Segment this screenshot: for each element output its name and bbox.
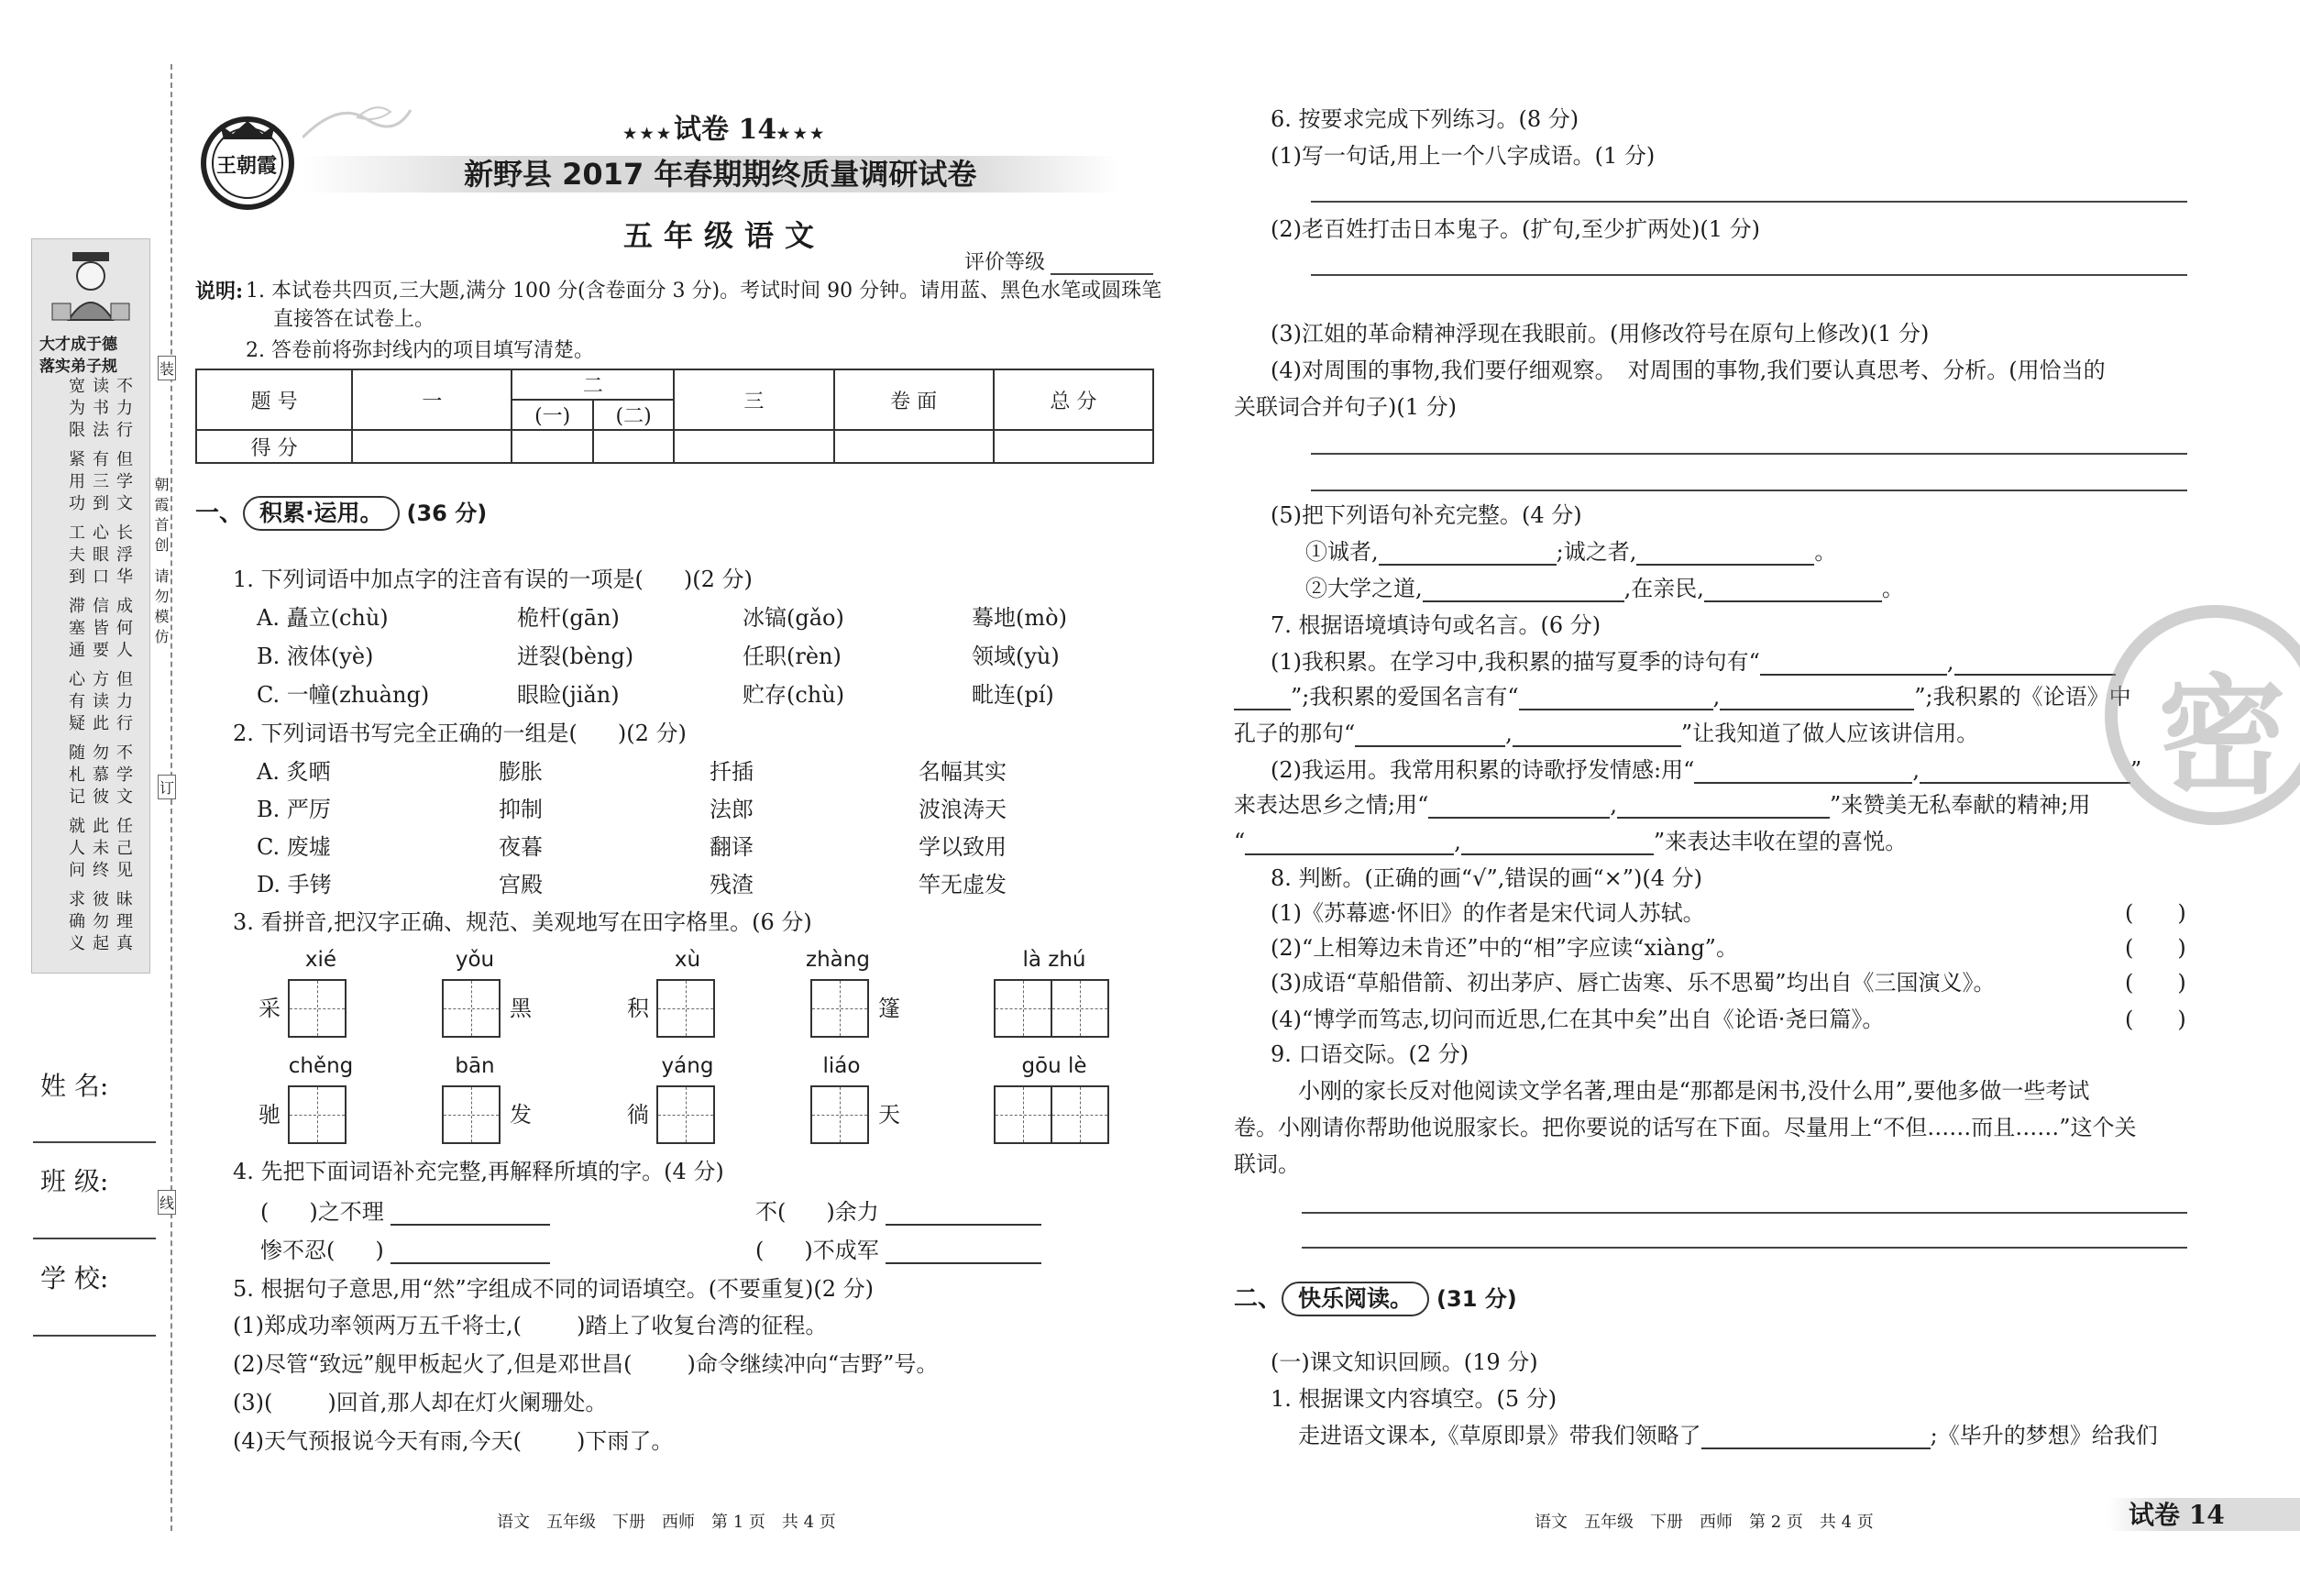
score-cell[interactable] [834, 430, 994, 463]
answer-line[interactable] [1311, 490, 2187, 491]
section2-title: 快乐阅读。 [1282, 1282, 1429, 1316]
score-table-head: 题 号 [196, 369, 352, 430]
tianzige-box[interactable] [656, 979, 713, 1038]
answer-blank[interactable] [1636, 540, 1814, 566]
q1-row-c-2: 眼睑(jiǎn) [517, 682, 620, 708]
q7-l2a: ”;我积累的爱国名言有“ [1291, 684, 1519, 710]
proverb-column: 任己见 [114, 817, 133, 883]
q6-s5: (5)把下列语句补充完整。(4 分) [1271, 502, 1582, 528]
q1-row-c-4: 毗连(pí) [972, 682, 1054, 708]
tianzige-box[interactable] [288, 1085, 345, 1144]
q8-item-4: (4)“博学而笃志,切问而近思,仁在其中矣”出自《论语·尧曰篇》。 [1271, 1007, 1885, 1032]
q6-s3: (3)江姐的革命精神浮现在我眼前。(用修改符号在原句上修改)(1 分) [1271, 321, 1930, 347]
q7-l2b: ”;我积累的《论语》中 [1914, 684, 2131, 710]
q1-row-a-3: 冰镐(gǎo) [743, 605, 844, 631]
q3-pinyin: gōu lè [1021, 1054, 1087, 1078]
answer-blank[interactable] [391, 1200, 550, 1226]
answer-blank[interactable] [1694, 758, 1912, 784]
proverb-column: 有三到 [90, 450, 109, 516]
exam-number: ★★★试卷 14★★★ [623, 114, 828, 146]
proverb-column: 心有疑 [66, 670, 85, 736]
instructions-line1b: 直接答在试卷上。 [273, 308, 435, 331]
q3-pinyin: zhàng [806, 948, 870, 972]
proverb-column: 心眼口 [90, 523, 109, 589]
q4-item-part: )之不理 [309, 1199, 384, 1225]
q8-judge-3[interactable]: ( ) [2125, 970, 2186, 996]
q5-s3 [233, 1390, 607, 1416]
answer-blank[interactable] [1704, 577, 1882, 602]
q3-pinyin: yáng [661, 1054, 714, 1078]
score-cell[interactable] [593, 430, 674, 463]
q8-stem: 8. 判断。(正确的画“√”,错误的画“×”)(4 分) [1271, 865, 1702, 891]
q2-a-3: 扦插 [710, 759, 754, 785]
section2-q1a: 走进语文课本,《草原即景》带我们领略了 [1298, 1423, 1701, 1448]
q3-stem: 3. 看拼音,把汉字正确、规范、美观地写在田字格里。(6 分) [233, 909, 812, 935]
q2-stem-text: 2. 下列词语书写完全正确的一组是( [233, 721, 578, 746]
tianzige-box[interactable] [994, 1085, 1107, 1144]
score-col-5: 总 分 [994, 369, 1153, 430]
q4-stem: 4. 先把下面词语补充完整,再解释所填的字。(4 分) [233, 1159, 724, 1184]
score-cell[interactable] [352, 430, 512, 463]
answer-blank[interactable] [1701, 1424, 1931, 1449]
q7-l6-text: ”来表达丰收在望的喜悦。 [1653, 829, 1908, 854]
score-cell[interactable] [512, 430, 592, 463]
proverb-column: 昧理真 [114, 890, 133, 956]
answer-blank[interactable] [1760, 650, 1947, 676]
q7-l1: (1)我积累。在学习中,我积累的描写夏季的诗句有“ , [1271, 649, 2116, 676]
answer-line[interactable] [1311, 201, 2187, 203]
answer-blank[interactable] [1234, 685, 1291, 710]
q4-item-2 [755, 1199, 1041, 1226]
q2-d-3: 残渣 [710, 872, 754, 897]
q4-item-part: 不( [755, 1199, 787, 1225]
answer-blank[interactable] [1423, 577, 1624, 602]
section2-num: 二、 [1234, 1285, 1282, 1313]
section1-title: 积累·运用。 [243, 496, 400, 531]
footer-left: 语文 五年级 下册 西师 第 1 页 共 4 页 [497, 1513, 836, 1532]
q7-l5: 来表达思乡之情;用“ , ”来赞美无私奉献的精神;用 [1234, 792, 2091, 818]
q9-p3: 联词。 [1234, 1151, 1300, 1177]
section2-heading [1234, 1282, 1517, 1316]
q3-char: 徜 [627, 1102, 649, 1128]
proverb-column: 滞塞通 [66, 597, 85, 663]
q5-s3-b: )回首,那人却在灯火阑珊处。 [327, 1390, 608, 1415]
q1-row-b-3: 任职(rèn) [743, 644, 842, 669]
proverb-column: 读书法 [90, 377, 109, 443]
q5-s4-b: )下雨了。 [577, 1428, 674, 1454]
q6-s5a2: ;诚之者, [1556, 539, 1637, 565]
q1-row-b-2: 迸裂(bèng) [517, 644, 634, 669]
section1-heading [195, 496, 487, 531]
q2-b-3: 法郎 [710, 797, 754, 822]
q3-pinyin: là zhú [1022, 948, 1086, 972]
instructions-line1: 1. 本试卷共四页,三大题,满分 100 分(含卷面分 3 分)。考试时间 90 分钟。请用蓝、黑色水笔或圆珠笔 [246, 280, 1162, 303]
section2-q1b: ;《毕升的梦想》给我们 [1930, 1423, 2158, 1448]
q3-char: 驰 [259, 1102, 281, 1128]
answer-blank[interactable] [886, 1200, 1041, 1226]
q6-s1: (1)写一句话,用上一个八字成语。(1 分) [1271, 143, 1656, 169]
q4-item-3 [260, 1238, 550, 1264]
ribbon-decoration-icon [303, 101, 413, 156]
q3-char: 发 [510, 1102, 532, 1128]
score-col-2: 二 [512, 369, 674, 400]
q5-s4 [233, 1428, 673, 1455]
q4-item-part: )余力 [826, 1199, 879, 1225]
q4-item-part: ( [260, 1199, 270, 1225]
tianzige-box[interactable] [442, 979, 499, 1038]
q8-item-2: (2)“上相筹边未肯还”中的“相”字应读“xiàng”。 [1271, 935, 1738, 961]
answer-blank[interactable] [1513, 721, 1681, 747]
q1-stem [233, 567, 753, 593]
q1-stem-text: 1. 下列词语中加点字的注音有误的一项是( [233, 567, 644, 592]
answer-blank[interactable] [1355, 721, 1505, 747]
q7-l4-text: (2)我运用。我常用积累的诗歌抒发情感:用“ [1271, 757, 1695, 783]
instructions-line2: 2. 答卷前将弥封线内的项目填写清楚。 [246, 339, 594, 362]
q2-a-2: 膨胀 [499, 759, 543, 785]
q5-s4-a: (4)天气预报说今天有雨,今天( [233, 1428, 522, 1454]
q1-row-a-2: 桅杆(gān) [517, 605, 620, 631]
q3-pinyin: yǒu [455, 948, 495, 972]
q1-tail: )(2 分) [683, 567, 753, 592]
q1-row-a-4: 蓦地(mò) [972, 605, 1067, 631]
answer-blank[interactable] [1461, 830, 1654, 855]
tianzige-box[interactable] [810, 979, 867, 1038]
footer-right: 语文 五年级 下册 西师 第 2 页 共 4 页 [1535, 1513, 1874, 1532]
q7-l1-text: (1)我积累。在学习中,我积累的描写夏季的诗句有“ [1271, 649, 1760, 675]
q5-s1-b: )踏上了收复台湾的征程。 [577, 1313, 828, 1338]
q3-pinyin: xié [304, 948, 337, 972]
school-field[interactable] [33, 1335, 156, 1337]
answer-blank[interactable] [1720, 685, 1914, 710]
q2-b-1: B. 严厉 [257, 797, 331, 822]
class-label: 班 级: [40, 1166, 109, 1196]
q7-l3: 孔子的那句“ , ”让我知道了做人应该讲信用。 [1234, 721, 1979, 746]
proverb-column: 信皆要 [90, 597, 109, 663]
q6-s4a: (4)对周围的事物,我们要仔细观察。 对周围的事物,我们要认真思考、分析。(用恰当的 [1271, 358, 2106, 383]
school-label: 学 校: [40, 1263, 109, 1293]
q4-item-1 [260, 1199, 550, 1226]
proverb-column: 成何人 [114, 597, 133, 663]
proverb-column: 就人问 [66, 817, 85, 883]
answer-blank[interactable] [1617, 793, 1830, 819]
name-field[interactable] [33, 1141, 156, 1143]
q1-row-b-1: B. 液体(yè) [257, 644, 374, 669]
proverb-column: 不力行 [114, 377, 133, 443]
proverb-column: 宽为限 [66, 377, 85, 443]
q8-judge-1[interactable]: ( ) [2125, 900, 2186, 926]
answer-line[interactable] [1302, 1247, 2187, 1249]
binding-mark: 装 [158, 356, 176, 380]
score-col-4: 卷 面 [834, 369, 994, 430]
proverb-column: 长浮华 [114, 523, 133, 589]
q3-char: 天 [878, 1102, 900, 1128]
logo [196, 108, 299, 211]
answer-blank[interactable] [1428, 793, 1610, 819]
score-col-1: 一 [352, 369, 512, 430]
sidebar-motto-top: 大才成于德 [39, 336, 117, 354]
q2-c-2: 夜暮 [499, 834, 543, 860]
scholar-figure-icon [32, 247, 149, 329]
q3-char: 黑 [510, 996, 532, 1021]
q3-char: 积 [627, 996, 649, 1021]
exam-title: 新野县 2017 年春期期终质量调研试卷 [464, 157, 977, 192]
q3-char: 采 [259, 996, 281, 1021]
confidential-stamp [2105, 605, 2300, 825]
answer-blank[interactable] [1379, 540, 1557, 566]
proverb-column: 勿慕彼 [90, 743, 109, 809]
q6-s2: (2)老百姓打击日本鬼子。(扩句,至少扩两处)(1 分) [1271, 216, 1760, 242]
tianzige-box[interactable] [656, 1085, 713, 1144]
q2-a-4: 名幅其实 [919, 759, 1007, 785]
answer-blank[interactable] [391, 1238, 550, 1264]
q5-s1 [233, 1313, 827, 1339]
answer-blank[interactable] [1954, 650, 2116, 676]
q7-l3a: 孔子的那句“ [1234, 721, 1356, 746]
q2-d-4: 竿无虚发 [919, 872, 1007, 897]
q5-stem: 5. 根据句子意思,用“然”字组成不同的词语填空。(不要重复)(2 分) [233, 1276, 875, 1302]
q7-l5a: 来表达思乡之情;用“ [1234, 792, 1429, 818]
q5-s2 [233, 1351, 938, 1378]
tianzige-box[interactable] [810, 1085, 867, 1144]
q3-pinyin: liáo [822, 1054, 861, 1078]
q9-p2: 卷。小刚请你帮助他说服家长。把你要说的话写在下面。尽量用上“不但……而且……”这个关 [1234, 1115, 2137, 1140]
proverb-column: 但学文 [114, 450, 133, 516]
q7-l6: “ , ”来表达丰收在望的喜悦。 [1234, 829, 1908, 854]
q5-s2-a: (2)尽管“致远”舰甲板起火了,但是邓世昌( [233, 1351, 633, 1377]
q2-c-4: 学以致用 [919, 834, 1007, 860]
q2-c-3: 翻译 [710, 834, 754, 860]
q4-item-part: ) [375, 1238, 384, 1263]
score-subcol-1: (一) [512, 400, 592, 430]
rating-field[interactable] [1051, 273, 1153, 275]
proverb-column: 彼勿起 [90, 890, 109, 956]
q6-s5b3: 。 [1881, 576, 1904, 601]
answer-blank[interactable] [1245, 830, 1454, 855]
class-field[interactable] [33, 1238, 156, 1239]
binding-mark: 订 [158, 775, 176, 799]
q6-s5a [1305, 539, 1836, 566]
answer-blank[interactable] [1920, 758, 2130, 784]
q4-item-part: 惨不忍( [260, 1238, 336, 1263]
q6-s5b1: ②大学之道, [1305, 576, 1423, 601]
proverb-column: 随札记 [66, 743, 85, 809]
score-col-3: 三 [674, 369, 833, 430]
score-table-score-label: 得 分 [196, 430, 352, 463]
q2-b-4: 波浪涛天 [919, 797, 1007, 822]
q3-pinyin: chěng [288, 1054, 354, 1078]
q8-judge-2[interactable]: ( ) [2125, 935, 2186, 961]
section1-num: 一、 [195, 500, 244, 527]
q6-stem: 6. 按要求完成下列练习。(8 分) [1271, 106, 1579, 132]
section2-q1: 1. 根据课文内容填空。(5 分) [1271, 1386, 1557, 1412]
tianzige-box[interactable] [994, 979, 1107, 1038]
footer-badge: 试卷 14 [2129, 1500, 2225, 1530]
answer-line[interactable] [1311, 274, 2187, 276]
answer-line[interactable] [1311, 453, 2187, 455]
proverb-column: 不学文 [114, 743, 133, 809]
score-cell[interactable] [674, 430, 833, 463]
sidebar-motto-bottom: 落实弟子规 [39, 358, 117, 376]
proverb-column: 求确义 [66, 890, 85, 956]
section2-points: (31 分) [1436, 1286, 1517, 1312]
q7-l4: (2)我运用。我常用积累的诗歌抒发情感:用“ , ” [1271, 757, 2142, 783]
q5-s2-b: )命令继续冲向“吉野”号。 [687, 1351, 939, 1377]
q6-s5a3: 。 [1814, 539, 1837, 565]
q5-s3-a: (3)( [233, 1390, 273, 1415]
q5-s1-a: (1)郑成功率领两万五千将士,( [233, 1313, 522, 1338]
proverb-column: 此未终 [90, 817, 109, 883]
rating-label: 评价等级 [964, 251, 1046, 274]
tianzige-box[interactable] [288, 979, 345, 1038]
section2-q1-text [1298, 1423, 2158, 1449]
q4-item-4 [755, 1238, 1041, 1264]
q8-judge-4[interactable]: ( ) [2125, 1007, 2186, 1032]
q2-a-1: A. 炙晒 [257, 759, 331, 785]
q8-item-3: (3)成语“草船借箭、初出茅庐、唇亡齿寒、乐不思蜀”均出自《三国演义》。 [1271, 970, 1996, 996]
q6-s4b: 关联词合并句子)(1 分) [1234, 394, 1457, 420]
section2-sub: (一)课文知识回顾。(19 分) [1271, 1349, 1538, 1375]
subject-title: 五年级语文 [623, 218, 826, 253]
q7-l5b: ”来赞美无私奉献的精神;用 [1830, 792, 2091, 818]
q3-pinyin: bān [455, 1054, 495, 1078]
proverb-column: 紧用功 [66, 450, 85, 516]
answer-line[interactable] [1302, 1212, 2187, 1214]
q4-item-part: ( [755, 1238, 765, 1263]
q1-row-a-1: A. 矗立(chù) [257, 605, 389, 631]
q4-item-part: )不成军 [804, 1238, 879, 1263]
section1-points: (36 分) [406, 501, 488, 526]
score-cell[interactable] [994, 430, 1153, 463]
q8-item-1: (1)《苏幕遮·怀旧》的作者是宋代词人苏轼。 [1271, 900, 1705, 926]
side-note-no-copy: 请勿模仿 [152, 568, 170, 649]
q1-row-c-3: 贮存(chù) [743, 682, 845, 708]
proverb-column: 方读此 [90, 670, 109, 736]
score-table [195, 369, 1154, 464]
q9-stem: 9. 口语交际。(2 分) [1271, 1041, 1469, 1067]
q2-c-1: C. 废墟 [257, 834, 331, 860]
exam-number-text: 试卷 14 [674, 114, 777, 146]
binding-mark: 线 [158, 1190, 176, 1215]
q9-p1: 小刚的家长反对他阅读文学名著,理由是“那都是闲书,没什么用”,要他多做一些考试 [1298, 1078, 2090, 1104]
q1-row-b-4: 领域(yù) [972, 644, 1060, 669]
q7-stem: 7. 根据语境填诗句或名言。(6 分) [1271, 612, 1601, 638]
answer-blank[interactable] [1519, 685, 1713, 710]
answer-blank[interactable] [886, 1238, 1041, 1264]
q2-d-1: D. 手铐 [257, 872, 332, 897]
q7-l2: ”;我积累的爱国名言有“ , ”;我积累的《论语》中 [1234, 684, 2131, 710]
q3-char: 篷 [878, 996, 900, 1021]
q6-s5a1: ①诚者, [1305, 539, 1379, 565]
side-note-original: 朝霞首创 [152, 477, 170, 557]
proverb-column: 但力行 [114, 670, 133, 736]
tianzige-box[interactable] [442, 1085, 499, 1144]
stamp-text: 密 [2158, 663, 2287, 812]
q1-row-c-1: C. 一幢(zhuàng) [257, 682, 430, 708]
q2-tail: )(2 分) [617, 721, 687, 746]
q7-l3b: ”让我知道了做人应该讲信用。 [1680, 721, 1979, 746]
q2-b-2: 抑制 [499, 797, 543, 822]
q3-pinyin: xù [674, 948, 701, 972]
q2-stem [233, 721, 687, 747]
proverb-column: 工夫到 [66, 523, 85, 589]
sidebar-proverbs [39, 377, 144, 963]
q6-s5b2: ,在亲民, [1623, 576, 1704, 601]
sidebar-motto-panel [31, 238, 150, 974]
score-subcol-2: (二) [593, 400, 674, 430]
instructions-label: 说明: [195, 280, 244, 303]
q6-s5b [1305, 576, 1904, 602]
q2-d-2: 宫殿 [499, 872, 543, 897]
name-label: 姓 名: [40, 1071, 109, 1101]
logo-text: 王朝霞 [216, 154, 278, 178]
